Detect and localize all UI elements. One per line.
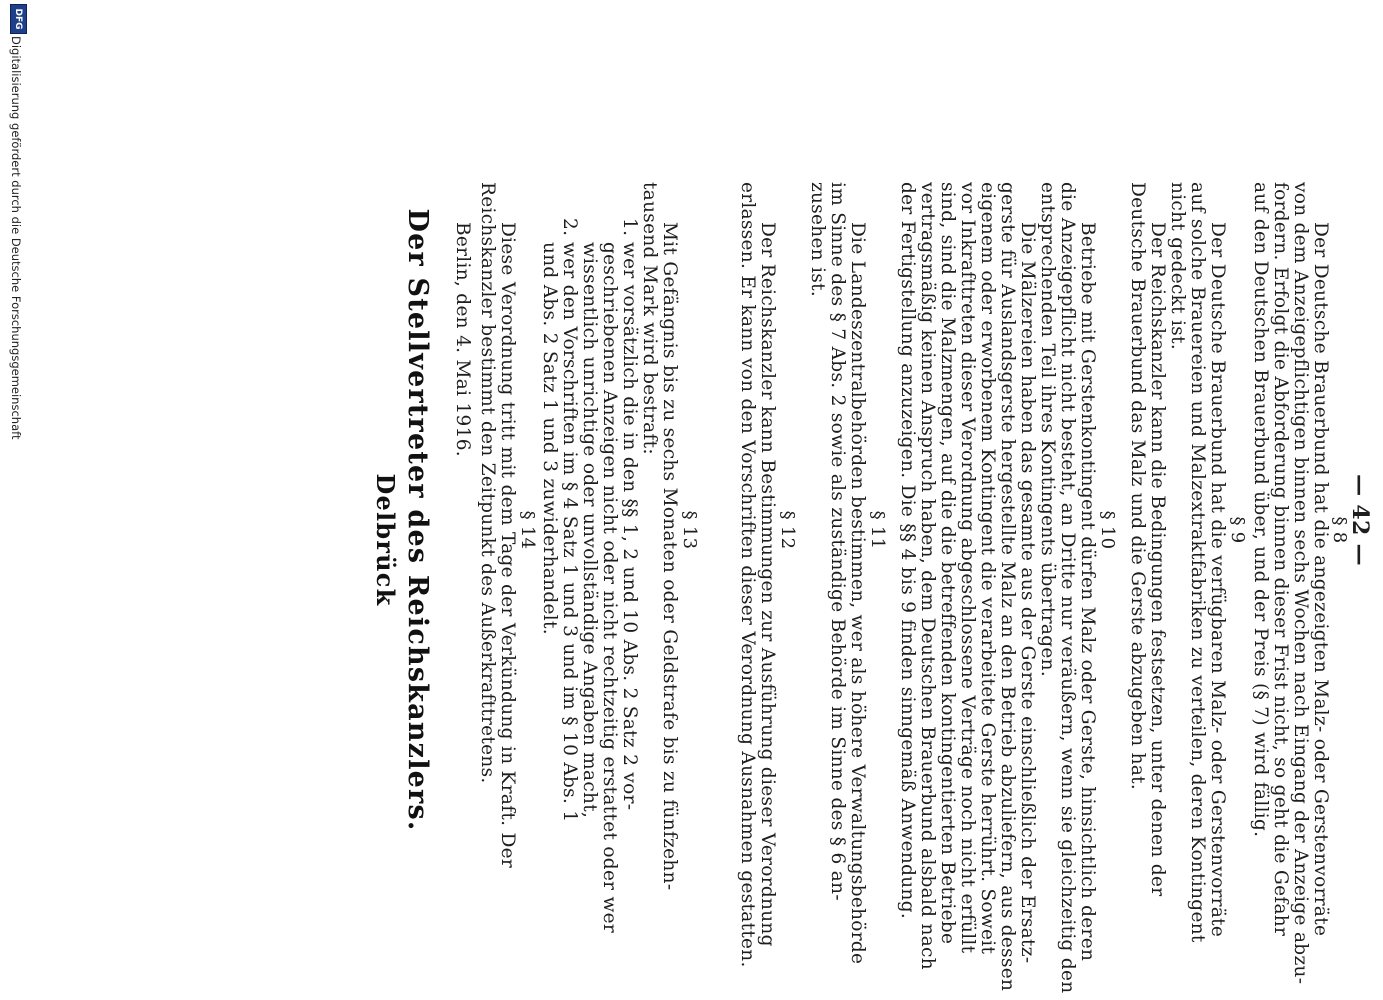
section-8-line: fordern. Erfolgt die Abforderung binnen dieser Frist nicht, so geht die Gefahr	[1270, 182, 1291, 937]
section-10-line: der Fertigstellung anzuzeigen. Die §§ 4 bis 9 finden sinngemäß Anwendung.	[897, 182, 918, 920]
section-13-item-number: 2.	[559, 218, 580, 237]
section-10-line: vor Inkrafttreten dieser Verordnung abgeschlossene Verträge noch nicht erfüllt	[957, 182, 978, 954]
section-10-line: eigenem oder erworbenem Kontingent die verarbeitete Gerste herrührt. Soweit	[977, 182, 998, 955]
dfg-logo	[10, 4, 27, 34]
section-13-item-line: wer vorsätzlich die in den §§ 1, 2 und 10 Abs. 2 Satz 2 vor-	[619, 242, 640, 811]
signature-title: Der Stellvertreter des Reichskanzlers.	[402, 208, 433, 832]
section-10-line: die Anzeigepflicht nicht besteht, an Dritte nur veräußern, wenn sie gleichzeitig den	[1057, 182, 1078, 994]
section-9-line: Der Deutsche Brauerbund hat die verfügbaren Malz- oder Gerstenvorräte	[1207, 222, 1228, 938]
section-11-line: Die Landeszentralbehörden bestimmen, wer als höhere Verwaltungsbehörde	[847, 222, 868, 965]
section-13-item-line: und Abs. 2 Satz 1 und 3 zuwiderhandelt.	[539, 242, 560, 635]
dfg-logo-text: DFG	[13, 8, 24, 30]
section-11-line: im Sinne des § 7 Abs. 2 sowie als zuständige Behörde im Sinne des § 6 an-	[827, 182, 848, 901]
section-13-line: tausend Mark wird bestraft:	[639, 182, 660, 455]
page-number-value: 42	[1347, 504, 1373, 536]
section-12-heading: § 12	[777, 510, 798, 550]
section-10-line: sind, sind die Malzmengen, auf die die betreffenden kontingentierten Betriebe	[937, 182, 958, 945]
section-14-heading: § 14	[517, 510, 538, 550]
section-10-heading: § 10	[1097, 510, 1118, 550]
section-13-line: Mit Gefängnis bis zu sechs Monaten oder Geldstrafe bis zu fünfzehn-	[659, 222, 680, 891]
section-14-line: Diese Verordnung tritt mit dem Tage der Verkündung in Kraft. Der	[497, 222, 518, 868]
section-14-line: Reichskanzler bestimmt den Zeitpunkt des Außerkrafttretens.	[477, 182, 498, 784]
section-13-item-number: 1.	[619, 218, 640, 237]
section-10-line: vertragsmäßig keinen Anspruch haben, dem Deutschen Brauerbund alsbald nach	[917, 182, 938, 970]
section-13-item-line: geschriebenen Anzeigen nicht oder nicht rechtzeitig erstattet oder wer	[599, 242, 620, 934]
section-11-heading: § 11	[867, 510, 888, 550]
section-10-line: entsprechenden Teil ihres Kontingents übertragen.	[1037, 182, 1058, 678]
section-9-line: Deutsche Brauerbund das Malz und die Gerste abzugeben hat.	[1127, 182, 1148, 791]
section-13-heading: § 13	[679, 510, 700, 550]
footer-note: Digitalisierung gefördert durch die Deutsche Forschungsgemeinschaft	[9, 36, 23, 440]
section-9-line: auf solche Brauereien und Malzextraktfabriken zu verteilen, deren Kontingent	[1187, 182, 1208, 943]
signature-name: Delbrück	[371, 473, 400, 607]
section-8-line: auf den Deutschen Brauerbund über, und der Preis (§ 7) wird fällig.	[1250, 182, 1271, 838]
section-8-heading: § 8	[1329, 516, 1350, 544]
section-8-line: von dem Anzeigepflichtigen binnen sechs Wochen nach Eingang der Anzeige abzu-	[1290, 182, 1311, 985]
section-10-line: Die Mälzereien haben das gesamte aus der Gerste einschließlich der Ersatz-	[1017, 222, 1038, 964]
page-number: — 42 —	[1347, 474, 1373, 566]
section-9-line: Der Reichskanzler kann die Bedingungen festsetzen, unter denen der	[1147, 222, 1168, 897]
section-12-line: Der Reichskanzler kann Bestimmungen zur Ausführung dieser Verordnung	[757, 222, 778, 947]
section-11-line: zusehen ist.	[807, 182, 828, 298]
section-13-item-line: wer den Vorschriften im § 4 Satz 1 und 3 und im § 10 Abs. 1	[559, 242, 580, 823]
section-9-heading: § 9	[1227, 516, 1248, 544]
section-9-line: nicht gedeckt ist.	[1167, 182, 1188, 351]
section-12-line: erlassen. Er kann von den Vorschriften dieser Verordnung Ausnahmen gestatten.	[737, 182, 758, 968]
section-10-line: Betriebe mit Gerstenkontingent dürfen Malz oder Gerste, hinsichtlich deren	[1077, 222, 1098, 962]
date-line: Berlin, den 4. Mai 1916.	[452, 222, 473, 457]
section-10-line: gerste für Auslandsgerste hergestellte Malz an den Betrieb abzuliefern, aus dessen	[997, 182, 1018, 992]
section-13-item-line: wissentlich unrichtige oder unvollständige Angaben macht,	[579, 242, 600, 819]
section-8-line: Der Deutsche Brauerbund hat die angezeigten Malz- oder Gerstenvorräte	[1310, 222, 1331, 937]
